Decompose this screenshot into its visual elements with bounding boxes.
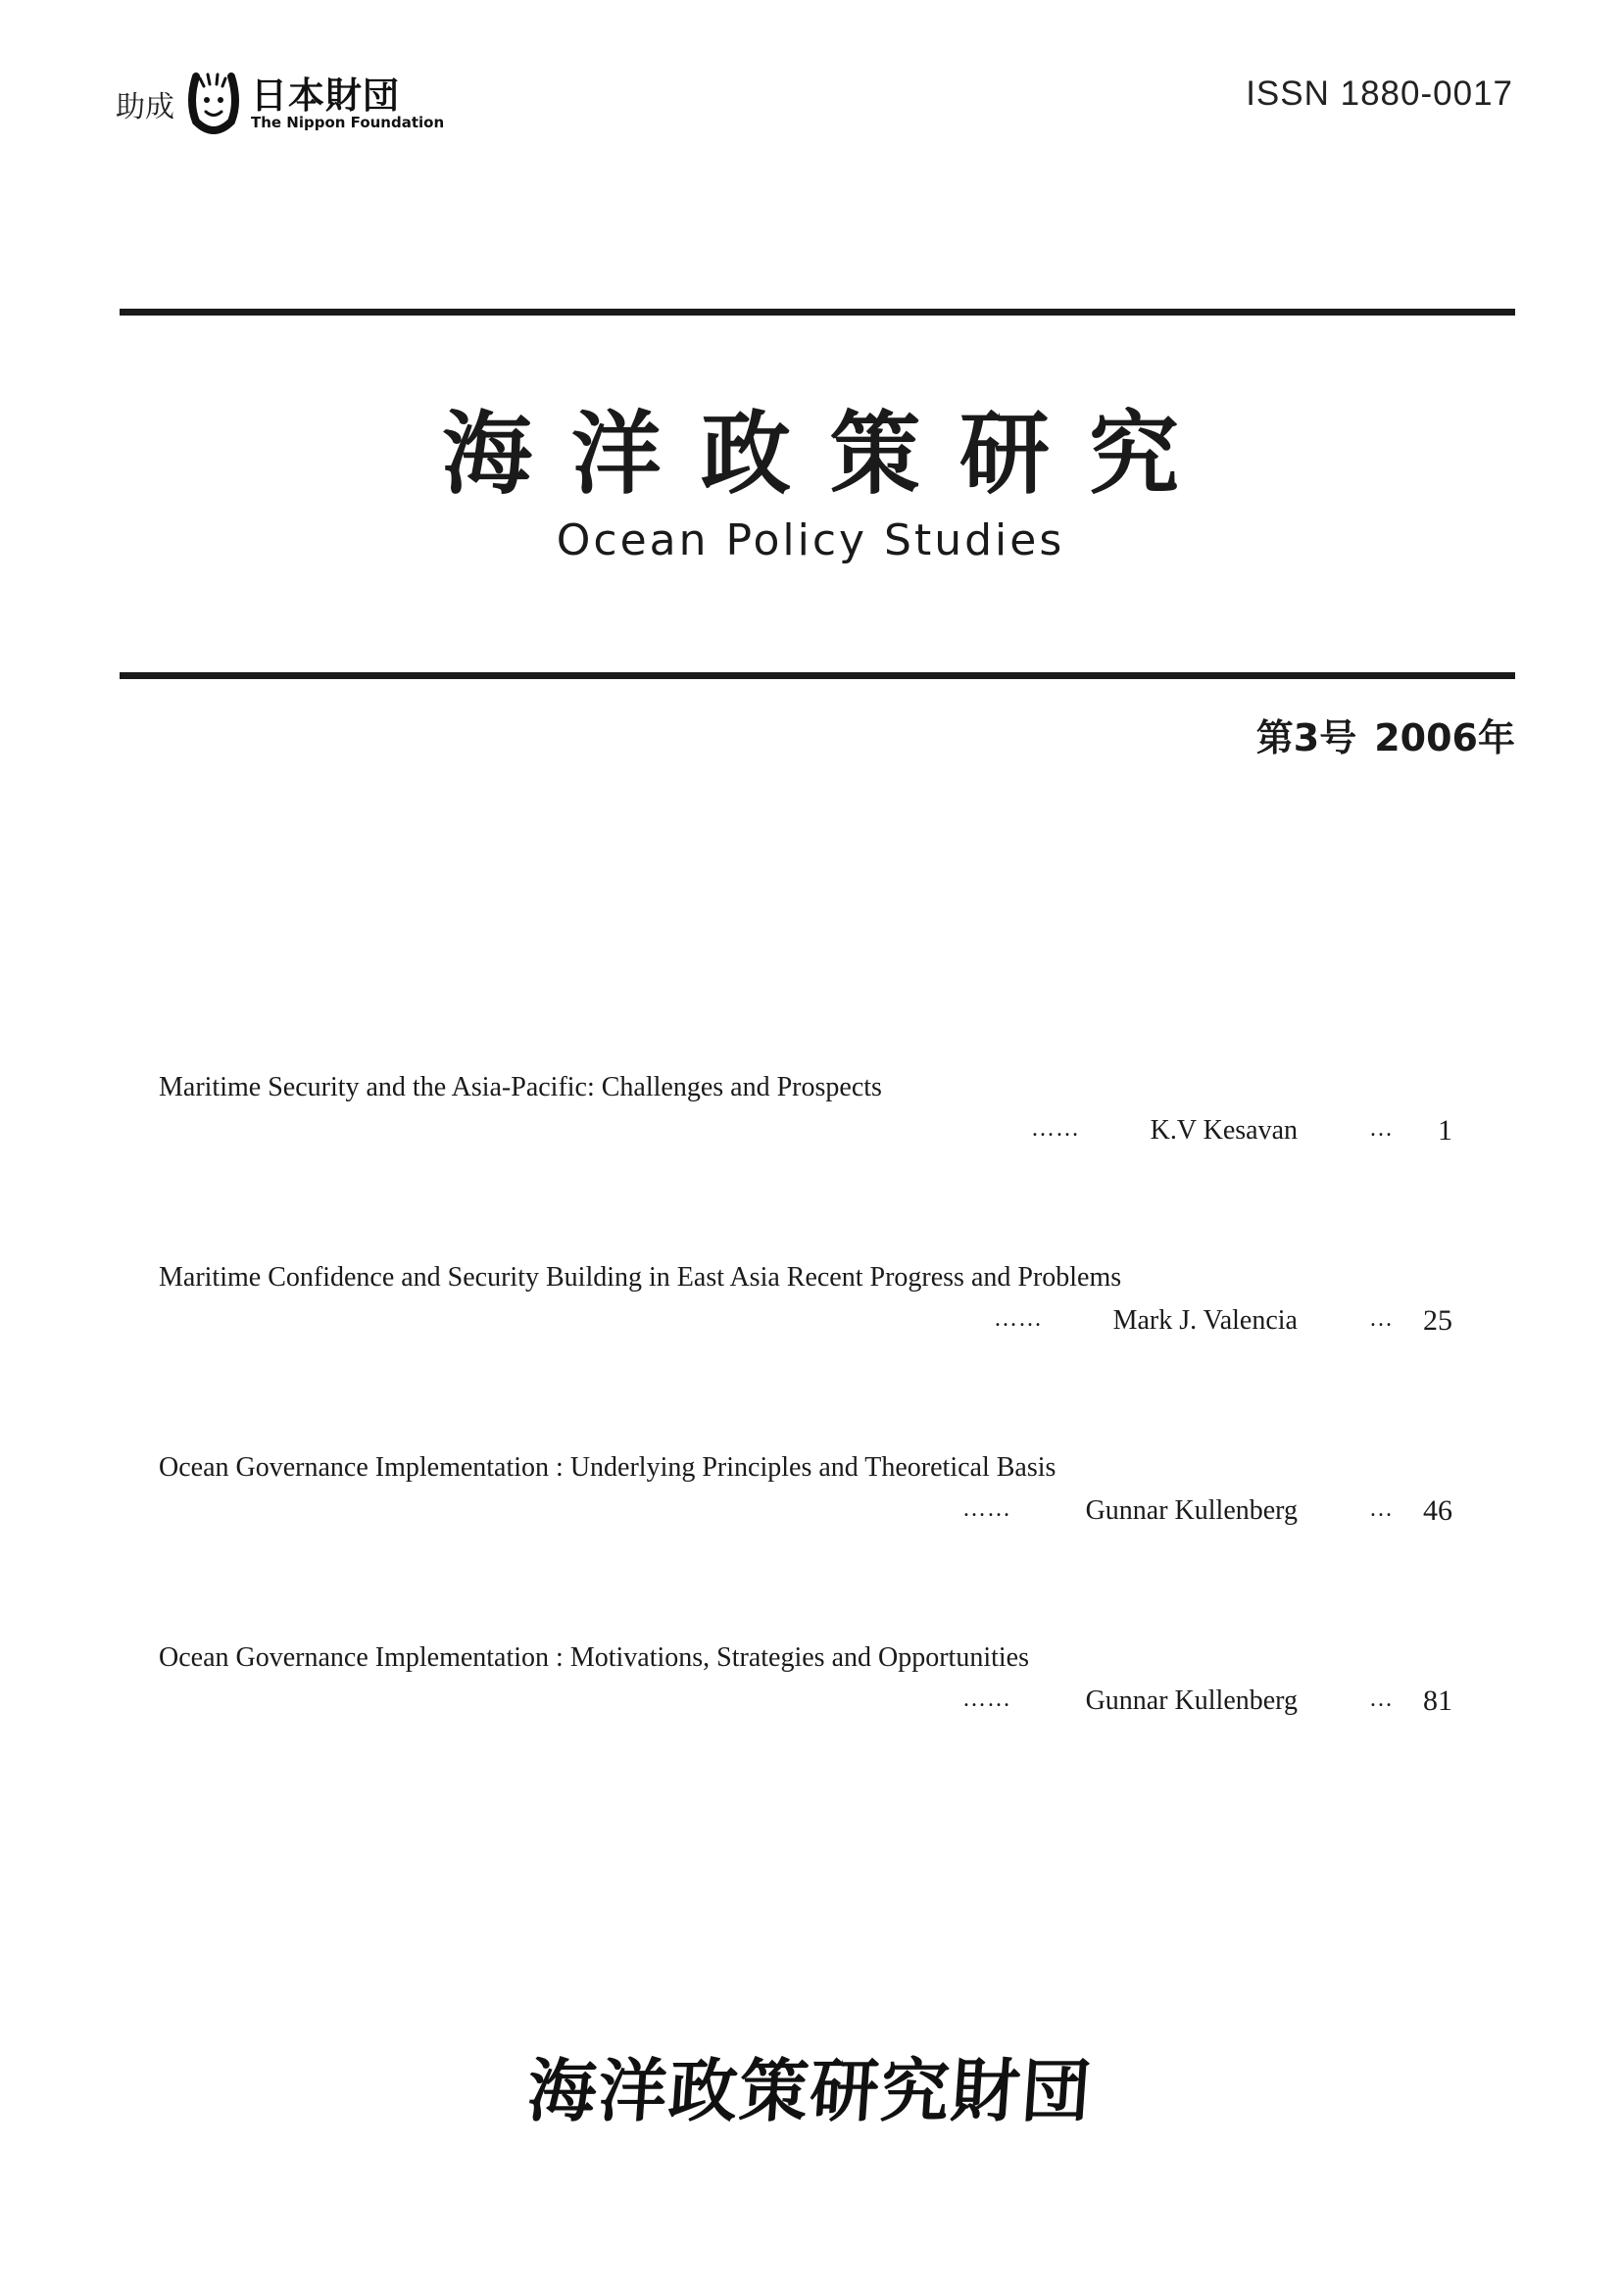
- top-rule: [120, 309, 1515, 316]
- toc-author: Gunnar Kullenberg: [1085, 1495, 1298, 1526]
- toc-entry: [159, 1448, 1452, 1638]
- issn-number: ISSN 1880-0017: [1246, 74, 1513, 113]
- nippon-foundation-face-icon: [186, 73, 241, 135]
- toc-author: Gunnar Kullenberg: [1085, 1685, 1298, 1716]
- toc-leader: ……: [962, 1496, 1011, 1522]
- toc-title: Maritime Confidence and Security Building in East Asia Recent Progress and Problems: [159, 1262, 1122, 1293]
- sponsor-block: [116, 73, 444, 135]
- bottom-rule: [120, 672, 1515, 679]
- foundation-logo: [251, 74, 445, 131]
- toc-page: 81: [1423, 1685, 1452, 1717]
- publisher-name: 海洋政策研究財団: [524, 2050, 1096, 2131]
- toc-leader: …: [1369, 1306, 1394, 1332]
- toc-page: 46: [1423, 1494, 1452, 1527]
- toc-author: K.V Kesavan: [1150, 1115, 1298, 1146]
- toc-author: Mark J. Valencia: [1112, 1305, 1298, 1336]
- toc-entry: [159, 1638, 1452, 1829]
- toc-leader: …: [1369, 1496, 1394, 1522]
- toc-entry: [159, 1258, 1452, 1448]
- journal-title-en: Ocean Policy Studies: [556, 515, 1065, 565]
- table-of-contents: [159, 1068, 1452, 1829]
- issue-number: 第3号: [1255, 716, 1357, 759]
- journal-title-jp: 海洋政策研究: [441, 402, 1218, 507]
- toc-page: 25: [1423, 1304, 1452, 1337]
- toc-entry: [159, 1068, 1452, 1258]
- issue-year: 2006年: [1374, 716, 1515, 759]
- toc-leader: …: [1369, 1116, 1394, 1142]
- sponsor-label: 助成: [116, 90, 174, 124]
- issue-info: [1256, 708, 1515, 761]
- toc-leader: ……: [1031, 1116, 1080, 1142]
- toc-title: Maritime Security and the Asia-Pacific: Challenges and Prospects: [159, 1072, 882, 1102]
- toc-title: Ocean Governance Implementation : Underlying Principles and Theoretical Basis: [159, 1452, 1056, 1483]
- foundation-name-en: The Nippon Foundation: [251, 114, 445, 131]
- toc-leader: ……: [994, 1306, 1043, 1332]
- toc-page: 1: [1438, 1114, 1452, 1147]
- toc-leader: …: [1369, 1686, 1394, 1712]
- foundation-name-jp: 日本財団: [251, 74, 400, 117]
- toc-leader: ……: [962, 1686, 1011, 1712]
- toc-title: Ocean Governance Implementation : Motivations, Strategies and Opportunities: [159, 1642, 1029, 1673]
